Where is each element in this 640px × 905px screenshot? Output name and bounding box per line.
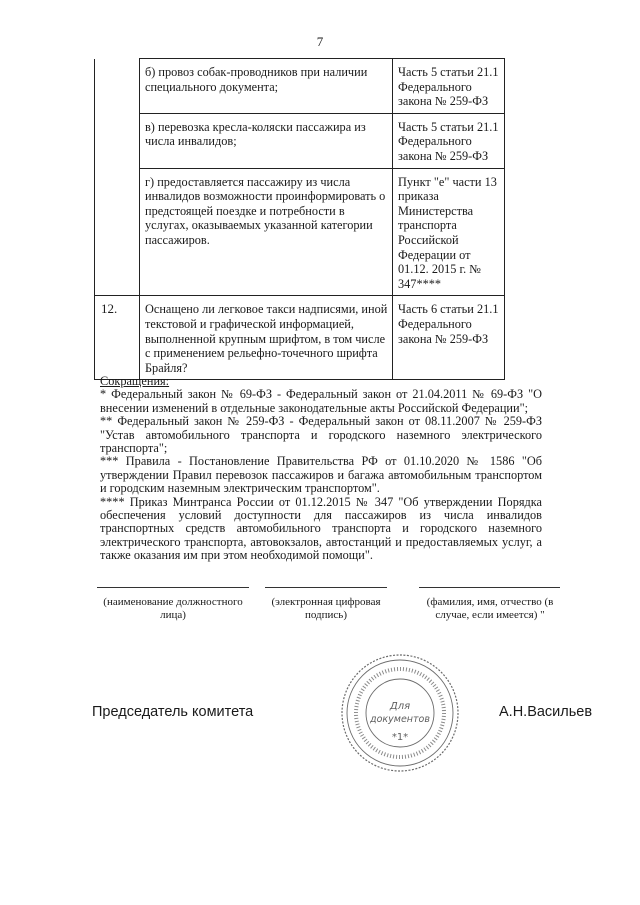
abbreviation-note: *** Правила - Постановление Правительства РФ от 01.10.2020 № 1586 "Об утверждении Правил перевозок пассажиров и багажа автомобильным транспортом и городским наземным электрическим транспортом".: [100, 454, 542, 496]
abbreviation-note: **** Приказ Минтранса России от 01.12.2015 № 347 "Об утверждении Порядка обеспечения условий доступности для пассажиров из числа инвалидов транспортных средств автомобильного транспорта и городского наземного электрического транспорта, автовокзалов, автостанций и предоставляемых услуг, а также оказания им при этом необходимой помощи".: [100, 494, 542, 563]
stamp-center-text: документов: [370, 714, 430, 725]
abbreviation-note: * Федеральный закон № 69-ФЗ - Федеральный закон от 21.04.2011 № 69-ФЗ "О внесении изменений в отдельные законодательные акты Российской Федерации";: [100, 387, 542, 415]
row-number: 12.: [95, 296, 140, 380]
legal-reference-cell: Пункт "е" части 13 приказа Министерства транспорта Российской Федерации от 01.12. 2015 г. № 347****: [393, 168, 505, 296]
signer-position: Председатель комитета: [92, 704, 254, 720]
legal-reference-cell: Часть 5 статьи 21.1 Федерального закона № 259-ФЗ: [393, 113, 505, 168]
requirement-cell: в) перевозка кресла-коляски пассажира из числа инвалидов;: [140, 113, 393, 168]
table-row: [95, 113, 505, 168]
page-number: 7: [316, 34, 324, 49]
electronic-signature-line: [265, 587, 387, 588]
abbreviations-heading: Сокращения:: [100, 374, 170, 388]
table-row: [95, 59, 505, 114]
official-position-caption: (наименование должностного лица): [103, 596, 243, 621]
row-number: [95, 59, 140, 114]
table-row: [95, 168, 505, 296]
row-number: [95, 113, 140, 168]
official-seal: [339, 652, 461, 774]
official-position-line: [97, 587, 249, 588]
table-row: [95, 296, 505, 380]
row-number: [95, 168, 140, 296]
requirement-cell: г) предоставляется пассажиру из числа инвалидов возможности проинформировать о предстоящей поездке и потребности в услугах, оказываемых указанной категории пассажиров.: [140, 168, 393, 296]
abbreviation-note: ** Федеральный закон № 259-ФЗ - Федеральный закон от 08.11.2007 № 259-ФЗ "Устав автомобильного транспорта и городского наземного электрического транспорта";: [100, 414, 542, 456]
svg-text:Для: Для: [389, 701, 411, 712]
requirement-cell: б) провоз собак-проводников при наличии специального документа;: [140, 59, 393, 114]
electronic-signature-caption: (электронная цифровая подпись): [271, 596, 381, 621]
abbreviations-section: [100, 375, 542, 563]
stamp-number: *1*: [391, 732, 409, 743]
legal-reference-cell: Часть 5 статьи 21.1 Федерального закона № 259-ФЗ: [393, 59, 505, 114]
signer-name: А.Н.Васильев: [499, 704, 593, 720]
requirements-table: [94, 58, 505, 380]
full-name-caption: (фамилия, имя, отчество (в случае, если имеется) ": [426, 596, 554, 621]
requirement-cell: Оснащено ли легковое такси надписями, иной текстовой и графической информацией, выполненной крупным шрифтом, в том числе с применением рельефно-точечного шрифта Брайля?: [140, 296, 393, 380]
legal-reference-cell: Часть 6 статьи 21.1 Федерального закона № 259-ФЗ: [393, 296, 505, 380]
full-name-line: [419, 587, 560, 588]
